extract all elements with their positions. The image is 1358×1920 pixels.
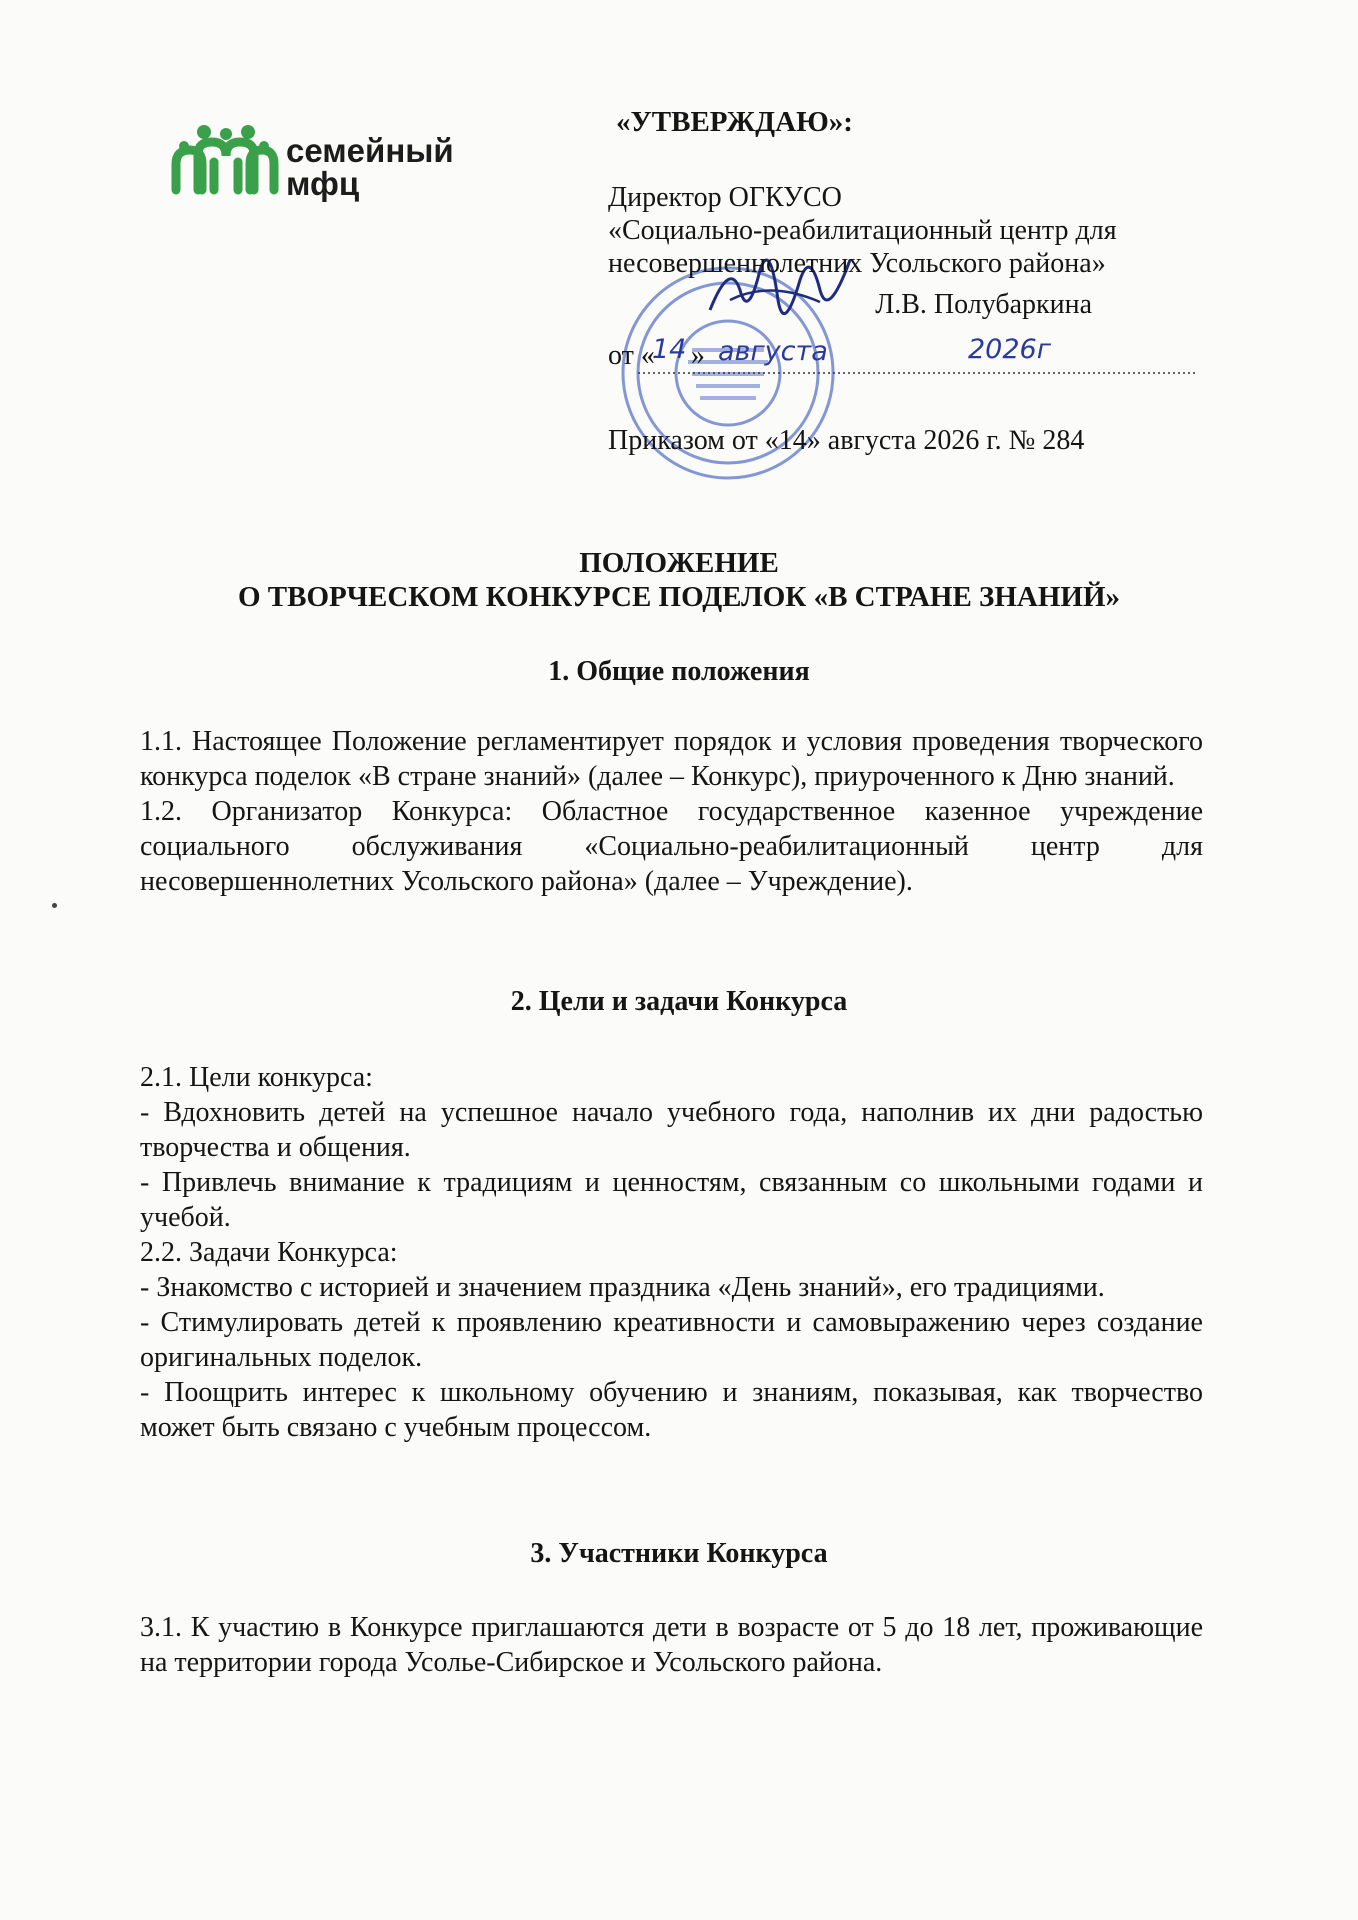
paragraph-2-4: 2.2. Задачи Конкурса: xyxy=(140,1237,398,1268)
date-underline xyxy=(638,369,1218,379)
title-line-1: ПОЛОЖЕНИЕ xyxy=(579,547,779,579)
paragraph-1-2: 1.2. Организатор Конкурса: Областное государственное казенное учреждение социального обслуживания «Социально-реабилитационный центр для несовершеннолетних Усольского района» (далее – Учреждение). xyxy=(140,796,1203,897)
approval-position-line-3: несовершеннолетних Усольского района» xyxy=(608,248,1106,279)
date-month-handwritten: августа xyxy=(718,336,828,367)
date-year-handwritten: 2026г xyxy=(968,334,1051,365)
title-line-2: О ТВОРЧЕСКОМ КОНКУРСЕ ПОДЕЛОК «В СТРАНЕ ЗНАНИЙ» xyxy=(237,581,1121,613)
date-mid: » xyxy=(690,340,705,371)
approval-signatory: Л.В. Полубаркина xyxy=(875,289,1092,320)
paragraph-2-2: - Вдохновить детей на успешное начало учебного года, наполнив их дни радостью творчества и общения. xyxy=(140,1097,1203,1163)
section-3-title: 3. Участники Конкурса xyxy=(530,1538,828,1569)
logo-text xyxy=(286,134,454,200)
paragraph-3-1: 3.1. К участию в Конкурсе приглашаются дети в возрасте от 5 до 18 лет, проживающие на территории города Усолье-Сибирское и Усольского района. xyxy=(140,1612,1203,1678)
approval-heading: «УТВЕРЖДАЮ»: xyxy=(616,106,853,138)
paragraph-2-5: - Знакомство с историей и значением праздника «День знаний», его традициями. xyxy=(140,1272,1105,1303)
logo-line-2: мфц xyxy=(286,165,360,202)
semeyny-mfc-logo xyxy=(168,124,468,204)
family-logo-icon xyxy=(168,124,280,198)
section-2-body xyxy=(140,1060,1203,1445)
section-2-title: 2. Цели и задачи Конкурса xyxy=(510,986,848,1017)
section-1-body xyxy=(140,724,1203,899)
date-prefix: от « xyxy=(608,340,655,371)
section-1-title: 1. Общие положения xyxy=(548,656,810,687)
paragraph-2-6: - Стимулировать детей к проявлению креативности и самовыражению через создание оригинальных поделок. xyxy=(140,1307,1203,1373)
logo-line-1: семейный xyxy=(286,132,454,169)
section-3-body xyxy=(140,1610,1203,1680)
paragraph-2-1: 2.1. Цели конкурса: xyxy=(140,1062,373,1093)
paragraph-2-3: - Привлечь внимание к традициям и ценностям, связанным со школьными годами и учебой. xyxy=(140,1167,1203,1233)
paragraph-1-1: 1.1. Настоящее Положение регламентирует порядок и условия проведения творческого конкурса поделок «В стране знаний» (далее – Конкурс), приуроченного к Дню знаний. xyxy=(140,726,1203,792)
approval-order: Приказом от «14» августа 2026 г. № 284 xyxy=(608,425,1085,456)
date-day-handwritten: 14 xyxy=(652,334,687,365)
approval-block xyxy=(608,106,1208,457)
approval-position-line-1: Директор ОГКУСО xyxy=(608,182,842,213)
document-title xyxy=(0,546,1358,614)
paragraph-2-7: - Поощрить интерес к школьному обучению и знаниям, показывая, как творчество может быть связано с учебным процессом. xyxy=(140,1377,1203,1443)
stray-mark xyxy=(52,903,57,908)
approval-position-line-2: «Социально-реабилитационный центр для xyxy=(608,215,1117,246)
approval-date-line xyxy=(608,334,1208,372)
